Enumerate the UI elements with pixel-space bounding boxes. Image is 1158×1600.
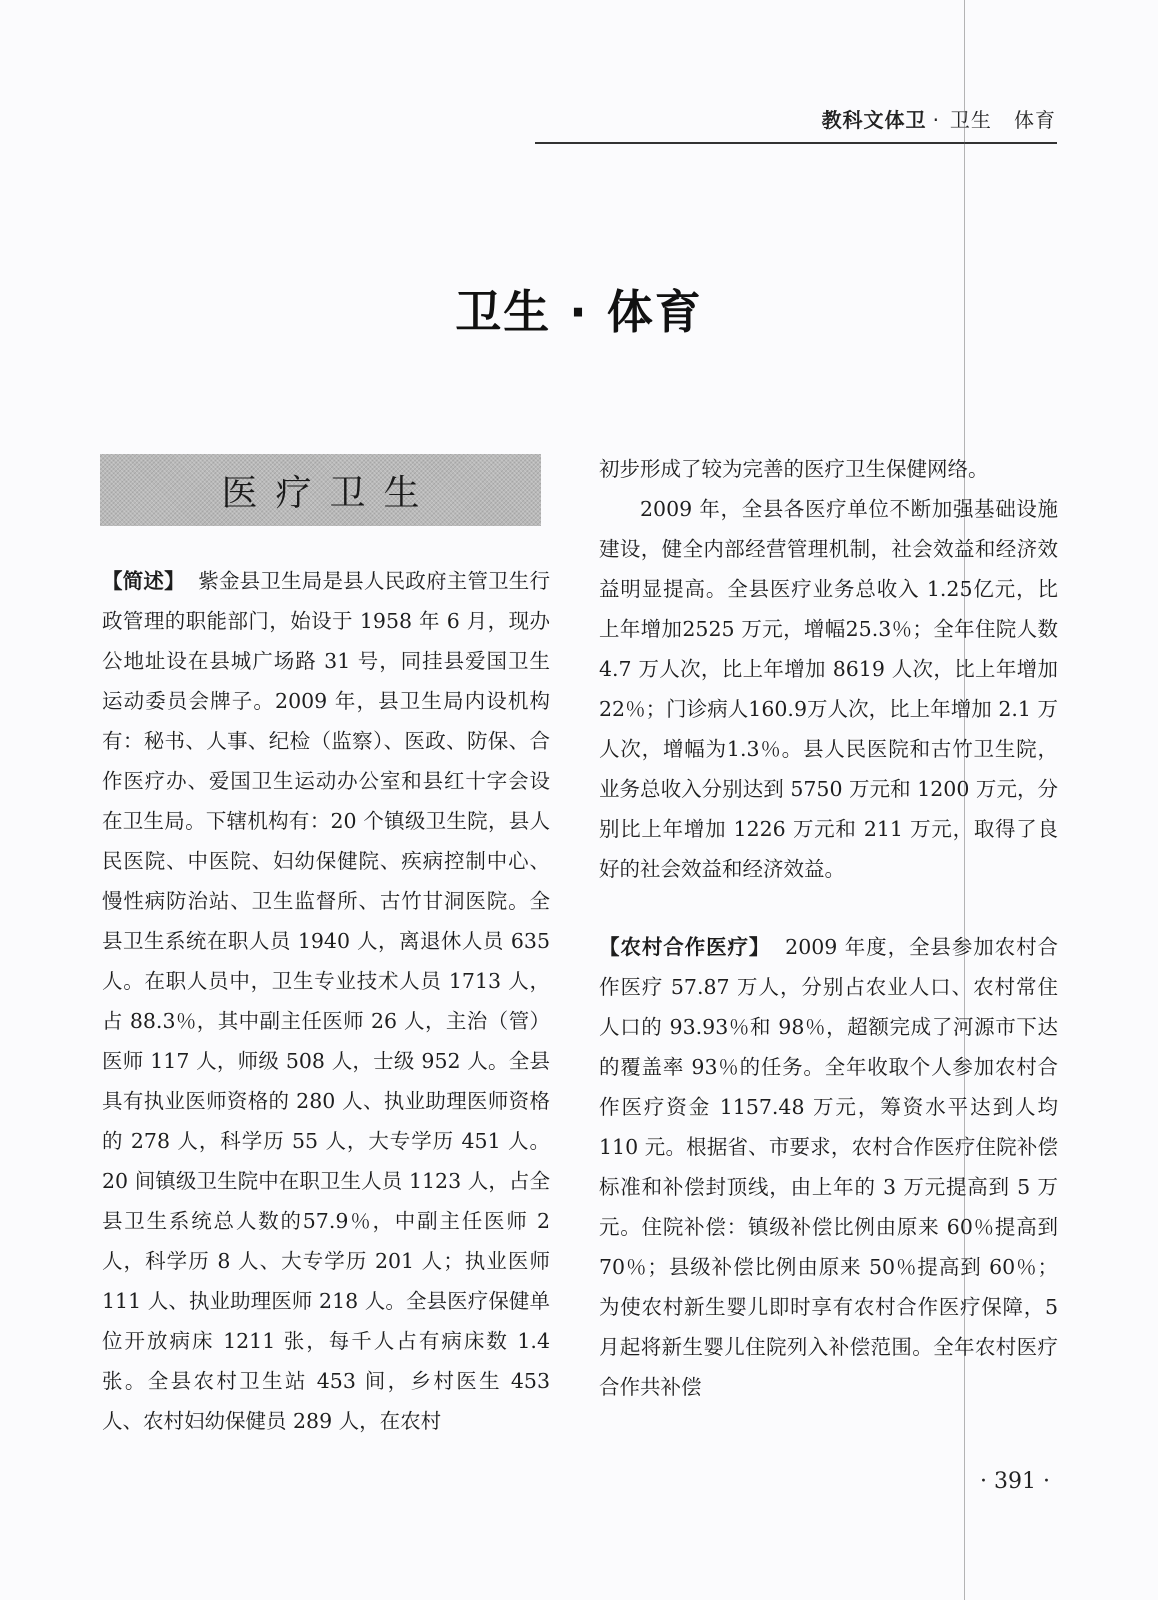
paragraph-2009: 2009 年，全县各医疗单位不断加强基础设施建设，健全内部经营管理机制，社会效益和经济效益明显提高。全县医疗业务总收入 1.25亿元，比上年增加2525 万元，增幅25.3％；全年住院人数4.7 万人次，比上年增加 8619 人次，比上年增加22％；门诊病人160.9万人次，比上年增加 2.1 万人次，增幅为1.3％。县人民医院和古竹卫生院，业务总收入分别达到 5750 万元和 1200 万元，分别比上年增加 1226 万元和 211 万元，取得了良好的社会效益和经济效益。 (599, 497, 1058, 881)
running-head (530, 104, 1056, 130)
running-head-category: 教科文体卫 (821, 108, 927, 132)
overview-label: 【简述】 (102, 569, 185, 593)
rural-coop-text: 2009 年度，全县参加农村合作医疗 57.87 万人，分别占农业人口、农村常住人口的 93.93％和 98％，超额完成了河源市下达的覆盖率 93％的任务。全年收取个人参加农村合作医疗资金 1157.48 万元，筹资水平达到人均 110 元。根据省、市要求，农村合作医疗住院补偿标准和补偿封顶线，由上年的 3 万元提高到 5 万元。住院补偿：镇级补偿比例由原来 60％提高到 70％；县级补偿比例由原来 50％提高到 60％；为使农村新生婴儿即时享有农村合作医疗保障，5 月起将新生婴儿住院列入补偿范围。全年农村医疗合作共补偿 (599, 935, 1058, 1399)
section-banner-title: 医疗卫生 (221, 472, 438, 514)
rural-coop-label: 【农村合作医疗】 (599, 935, 771, 959)
running-head-separator: · (932, 108, 940, 132)
overview-paragraph (102, 561, 550, 1441)
left-column (102, 561, 550, 1441)
chapter-title: 卫生 · 体育 (455, 285, 703, 339)
overview-text: 紫金县卫生局是县人民政府主管卫生行政管理的职能部门，始设于 1958 年 6 月，现办公地址设在县城广场路 31 号，同挂县爱国卫生运动委员会牌子。2009 年，县卫生局内设机构有：秘书、人事、纪检（监察）、医政、防保、合作医疗办、爱国卫生运动办公室和县红十字会设在卫生局。下辖机构有：20 个镇级卫生院，县人民医院、中医院、妇幼保健院、疾病控制中心、慢性病防治站、卫生监督所、古竹甘洞医院。全县卫生系统在职人员 1940 人，离退休人员 635 人。在职人员中，卫生专业技术人员 1713 人，占 88.3％，其中副主任医师 26 人，主治（管）医师 117 人，师级 508 人，士级 952 人。全县具有执业医师资格的 280 人、执业助理医师资格的 278 人，科学历 55 人，大专学历 451 人。20 间镇级卫生院中在职卫生人员 1123 人，占全县卫生系统总人数的57.9％，中副主任医师 2 人，科学历 8 人、大专学历 201 人；执业医师 111 人、执业助理医师 218 人。全县医疗保健单位开放病床 1211 张，每千人占有病床数 1.4 张。全县农村卫生站 453 间，乡村医生 453 人、农村妇幼保健员 289 人，在农村 (102, 569, 551, 1433)
running-head-subsection: 体育 (1014, 108, 1056, 132)
running-head-section: 卫生 (949, 108, 992, 132)
rural-coop-paragraph (599, 927, 1058, 1407)
overview-continued: 初步形成了较为完善的医疗卫生保健网络。 (599, 457, 989, 481)
section-banner (100, 454, 541, 526)
right-column (599, 449, 1058, 1407)
header-rule (535, 142, 1057, 144)
page-number: · 391 · (980, 1469, 1050, 1494)
